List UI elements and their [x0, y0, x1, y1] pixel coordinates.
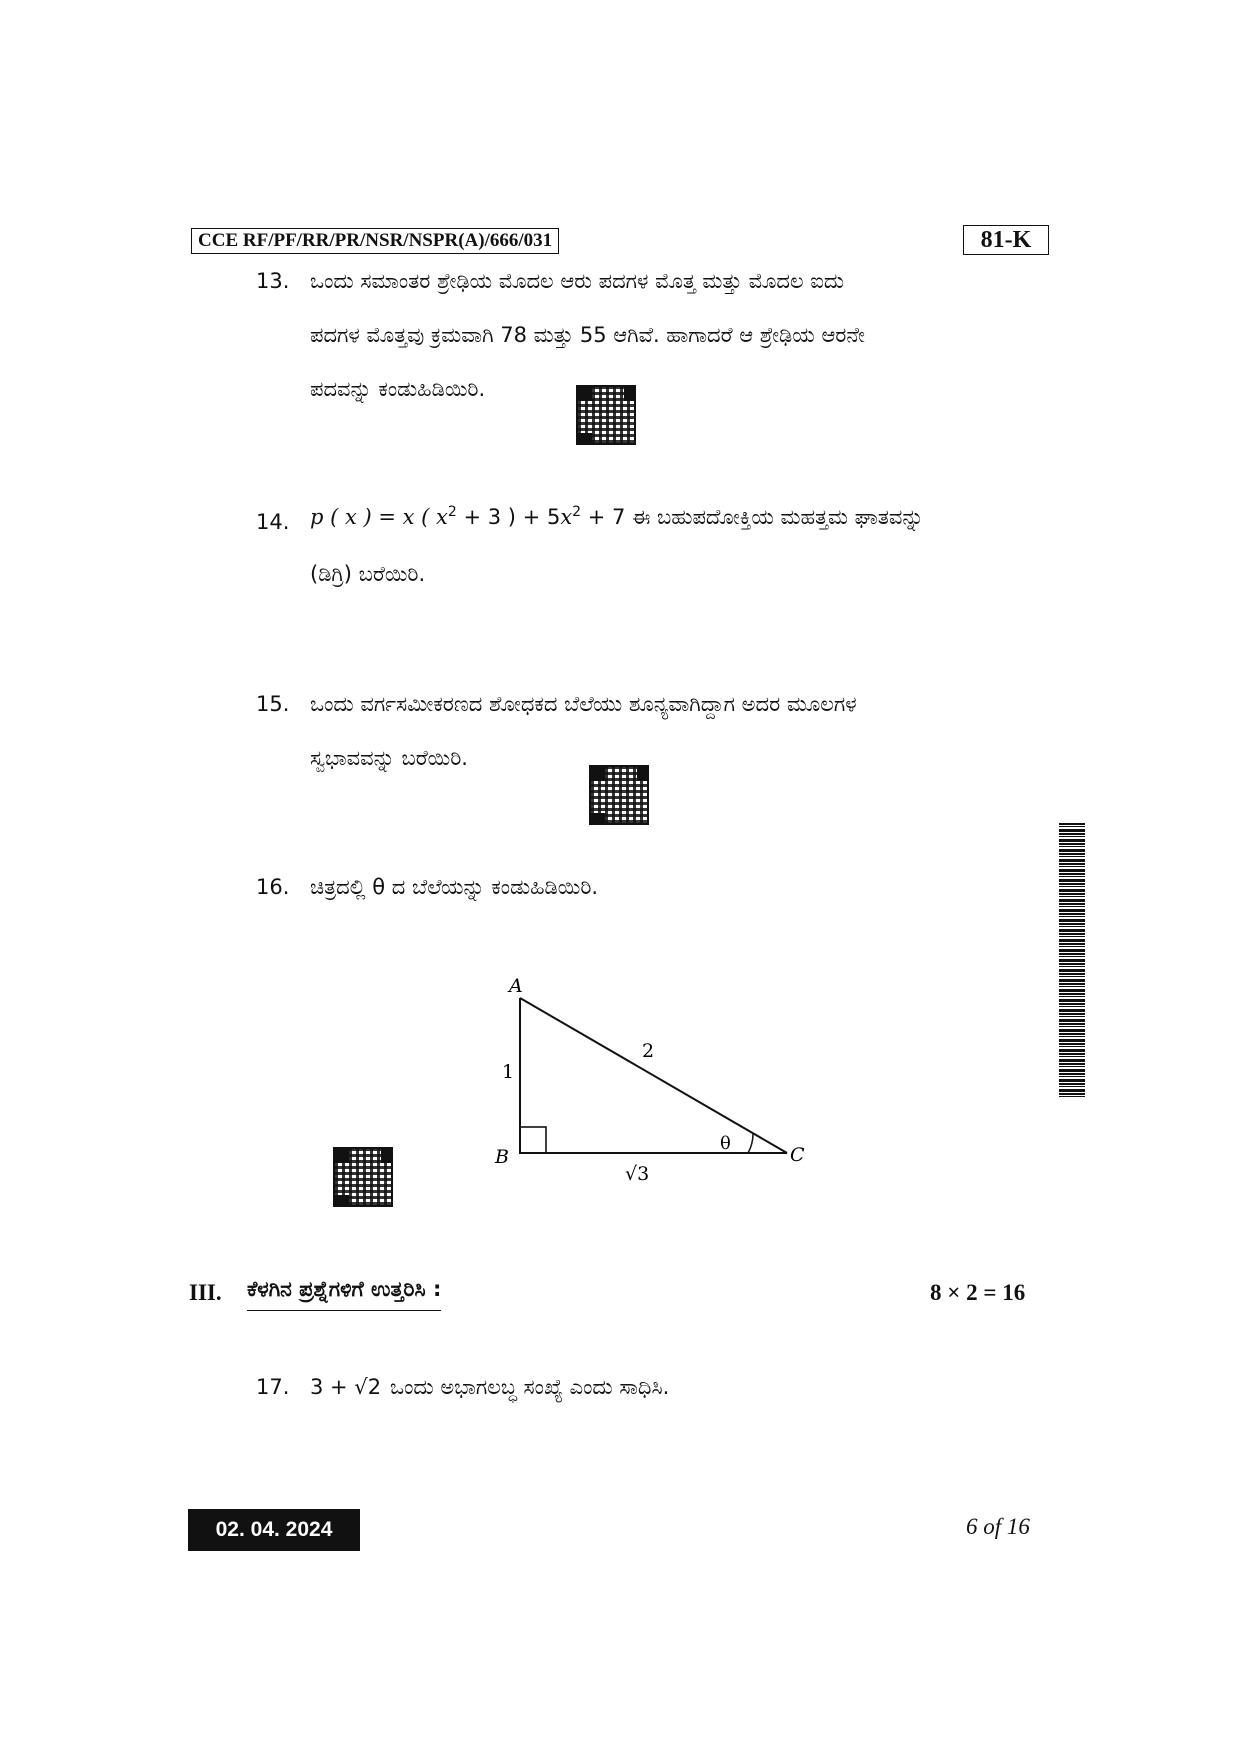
question-text: (ಡಿಗ್ರಿ) ಬರೆಯಿರಿ. [310, 562, 426, 586]
question-text: ಪದಗಳ ಮೊತ್ತವು ಕ್ರಮವಾಗಿ 78 ಮತ್ತು 55 ಆಗಿವೆ. ಹಾಗಾದರೆ ಆ ಶ್ರೇಢಿಯ ಆರನೇ [310, 323, 865, 347]
right-triangle-figure [480, 970, 820, 1190]
qr-code-icon [576, 385, 636, 445]
question-text: ಸ್ವಭಾವವನ್ನು ಬರೆಯಿರಿ. [310, 746, 468, 770]
question-number: 14. [256, 510, 290, 534]
vertex-a-label: A [509, 975, 523, 997]
question-text: ಒಂದು ಅಭಾಗಲಬ್ಧ ಸಂಖ್ಯೆ ಎಂದು ಸಾಧಿಸಿ. [390, 1375, 670, 1399]
question-number: 15. [256, 692, 290, 716]
side-bc-label: √3 [625, 1163, 650, 1185]
question-text: ಒಂದು ಸಮಾಂತರ ಶ್ರೇಢಿಯ ಮೊದಲ ಆರು ಪದಗಳ ಮೊತ್ತ ಮತ್ತು ಮೊದಲ ಐದು [310, 269, 845, 293]
qr-code-icon [333, 1147, 393, 1207]
vertex-b-label: B [495, 1146, 509, 1168]
angle-arc [748, 1134, 753, 1153]
section-marks: 8 × 2 = 16 [930, 1280, 1026, 1305]
question-text: ಒಂದು ವರ್ಗಸಮೀಕರಣದ ಶೋಧಕದ ಬೆಲೆಯು ಶೂನ್ಯವಾಗಿದ್ದಾಗ ಅದರ ಮೂಲಗಳ [310, 692, 857, 716]
polynomial-expression: p ( x ) = x ( $x^2 + 3$ ) + $5x^2 + 7$ ಈ ಬಹುಪದೋಕ್ತಿಯ ಮಹತ್ತಮ ಘಾತವನ್ನು [310, 504, 924, 529]
section-title: ಕೆಳಗಿನ ಪ್ರಶ್ನೆಗಳಿಗೆ ಉತ್ತರಿಸಿ : [247, 1277, 441, 1311]
question-number: 13. [256, 269, 290, 293]
paper-code: CCE RF/PF/RR/PR/NSR/NSPR(A)/666/031 [191, 228, 559, 254]
question-number: 16. [256, 875, 290, 899]
side-ac-label: 2 [642, 1040, 655, 1062]
exam-date: 02. 04. 2024 [188, 1509, 360, 1551]
question-text: ಚಿತ್ರದಲ್ಲಿ θ ದ ಬೆಲೆಯನ್ನು ಕಂಡುಹಿಡಿಯಿರಿ. [310, 875, 599, 899]
angle-theta-label: θ [720, 1133, 731, 1154]
qr-code-icon [589, 765, 649, 825]
question-text: ಪದವನ್ನು ಕಂಡುಹಿಡಿಯಿರಿ. [310, 377, 486, 401]
section-number: III. [189, 1280, 222, 1305]
side-ab-label: 1 [502, 1061, 515, 1083]
page-number: 6 of 16 [966, 1514, 1030, 1539]
barcode-icon [1059, 823, 1085, 1097]
question-number: 17. [256, 1375, 290, 1399]
math-expression: 3 + √2 [310, 1375, 382, 1399]
vertex-c-label: C [790, 1144, 805, 1166]
paper-number: 81-K [963, 225, 1049, 255]
triangle-hypotenuse [520, 998, 787, 1153]
right-angle-mark [520, 1127, 546, 1153]
